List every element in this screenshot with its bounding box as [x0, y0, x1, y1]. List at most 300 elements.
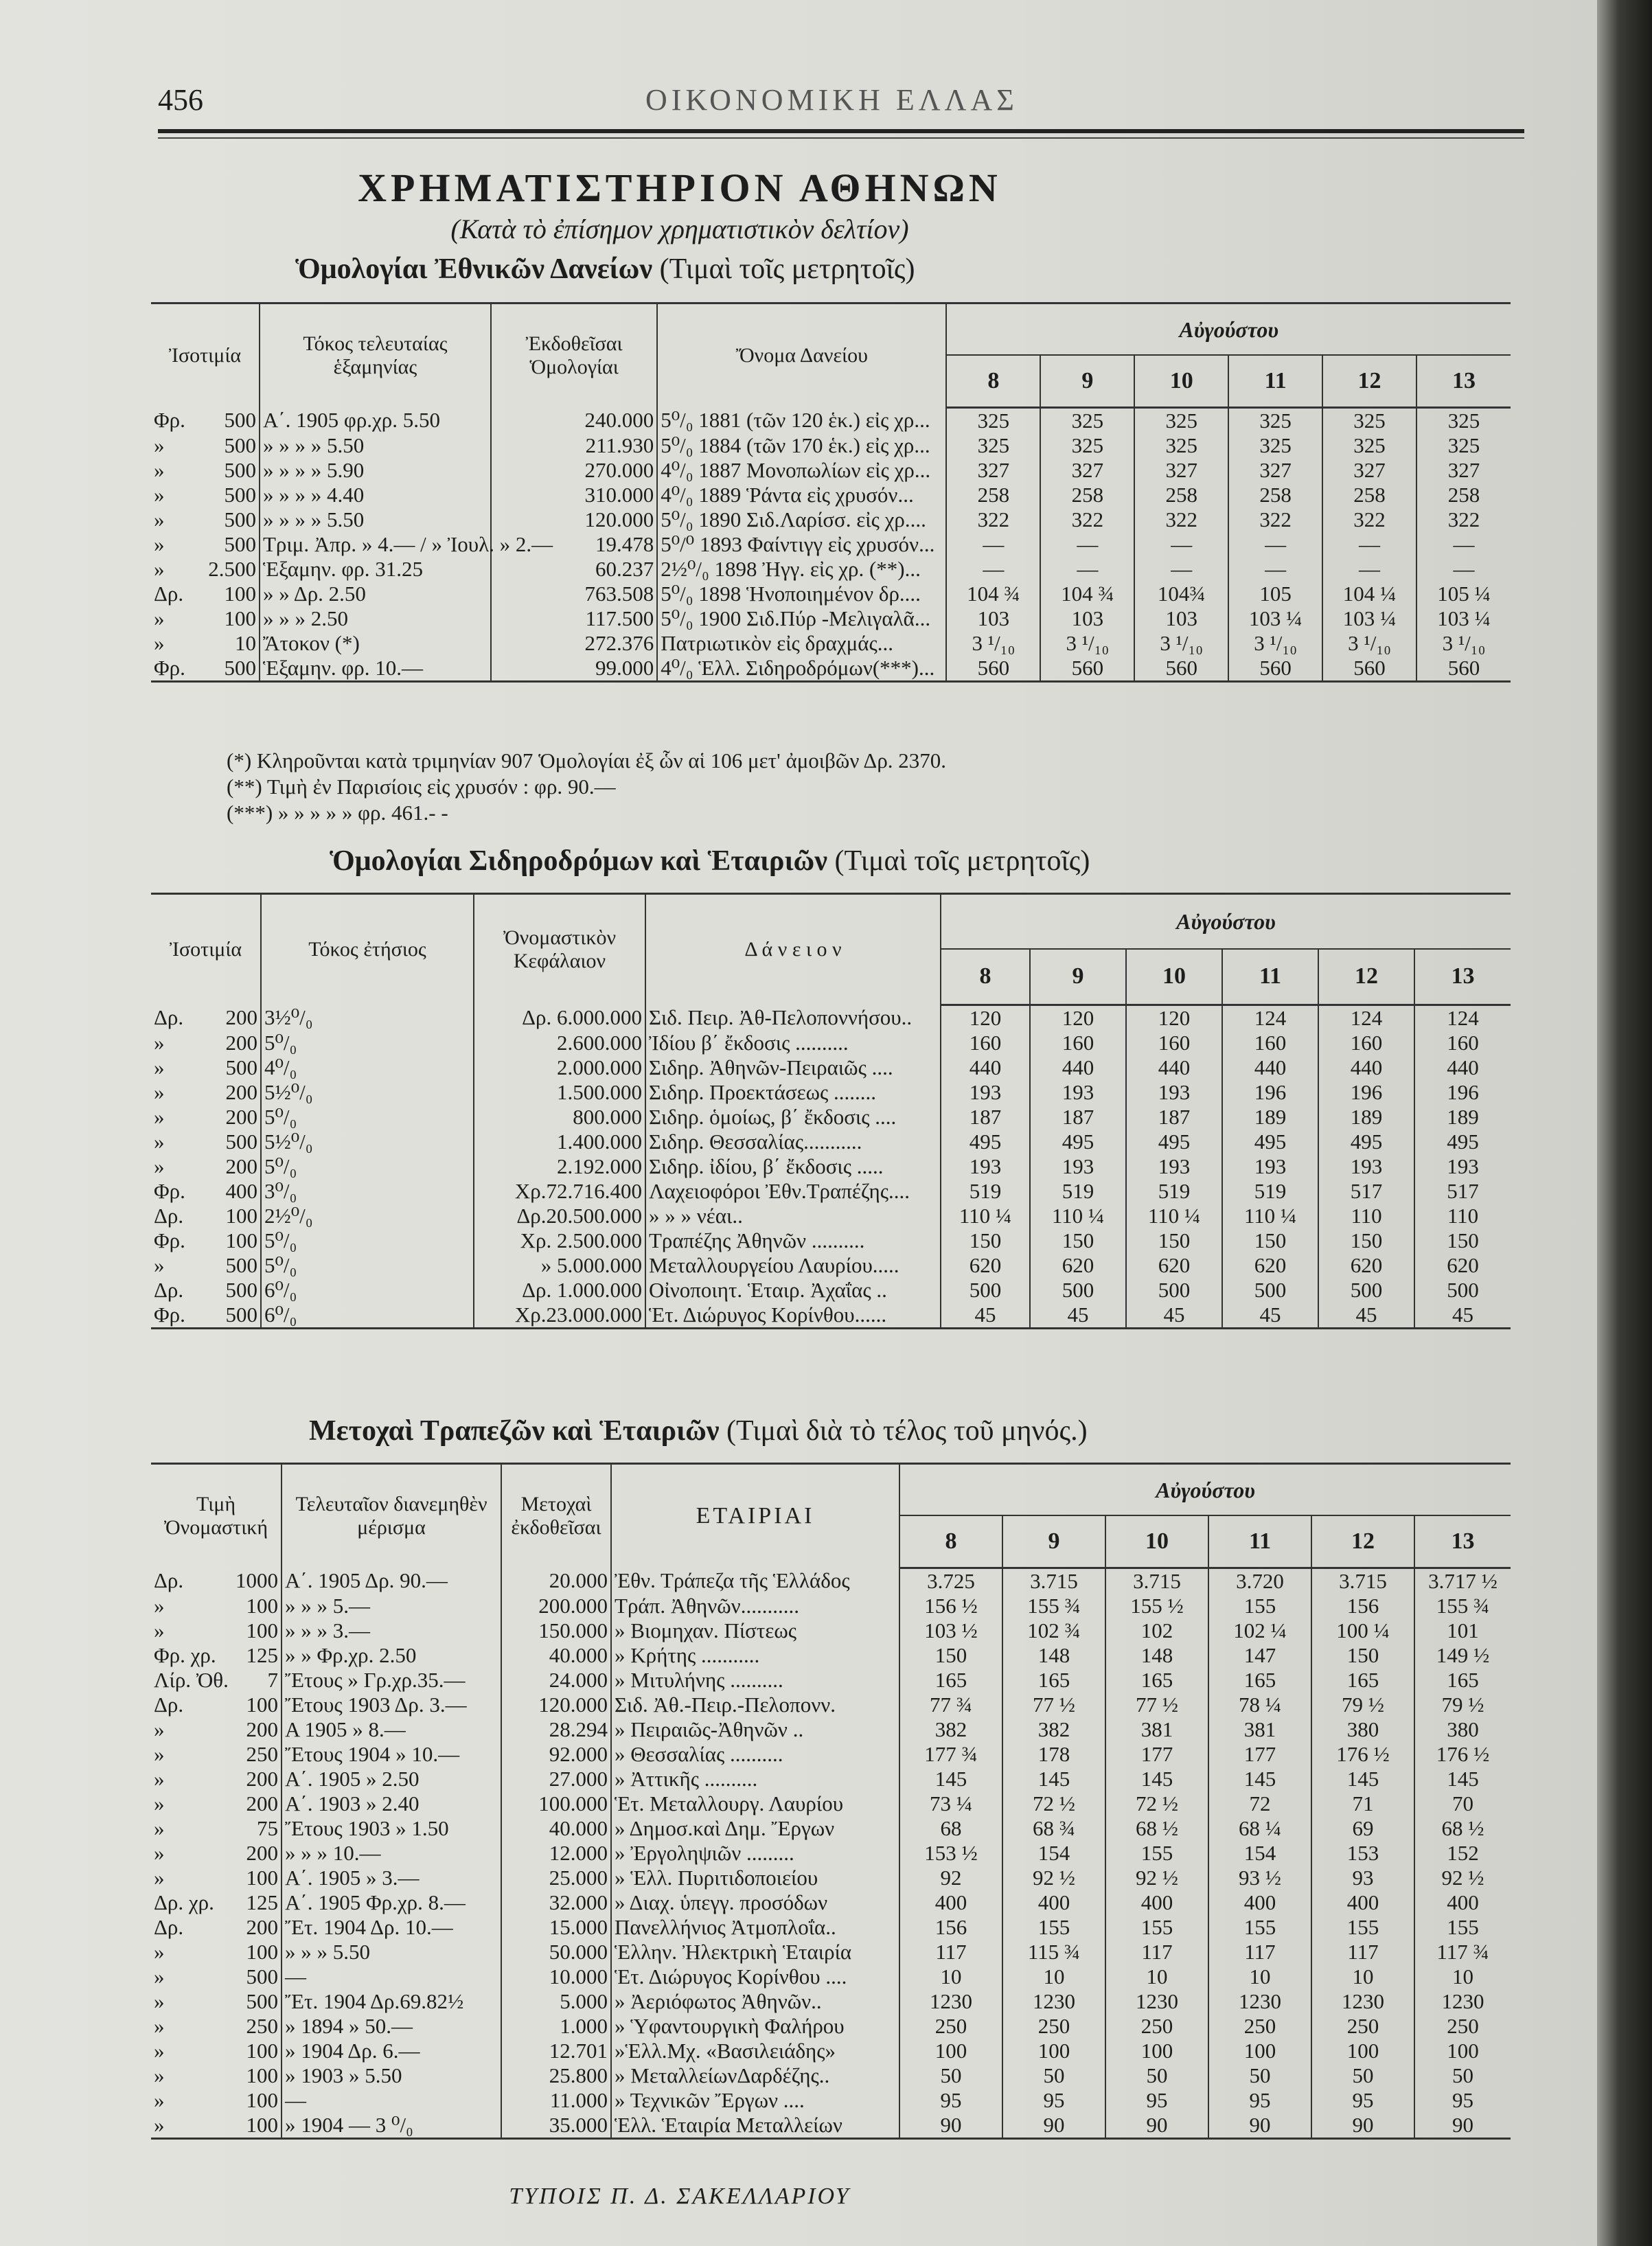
- price-cell: 160: [1126, 1031, 1222, 1055]
- shares-cell: 35.000: [501, 2113, 611, 2139]
- dividend-cell: Ἔτους » Γρ.χρ.35.—: [282, 1668, 501, 1693]
- table-row: [151, 1791, 1511, 1816]
- shares-cell: 1.000: [501, 2014, 611, 2039]
- currency-cell: »: [154, 2063, 165, 2087]
- loan-name-cell: 5⁰/⁰ 1893 Φαίντιγγ εἰς χρυσόν...: [657, 532, 946, 557]
- par-value-cell: 500: [202, 458, 260, 483]
- loan-name-cell: 5⁰/₀ 1900 Σιδ.Πύρ -Μελιγαλᾶ...: [657, 606, 946, 631]
- price-cell: 327: [1134, 458, 1228, 483]
- table-row: [151, 1989, 1511, 2014]
- price-cell: 73 ¼: [930, 1791, 973, 1815]
- col-header-dividend: Τελευταῖον διανεμηθὲν μέρισμα: [282, 1464, 501, 1568]
- company-name-cell: » Βιομηχαν. Πίστεως: [611, 1618, 899, 1643]
- par-value-cell: 500: [202, 507, 260, 532]
- price-cell: 68 ¾: [1002, 1816, 1105, 1841]
- price-cell: —: [1416, 532, 1511, 557]
- price-cell: 500: [1414, 1278, 1511, 1303]
- company-name-cell: Ἑλλ. Ἑταιρία Μεταλλείων: [611, 2113, 899, 2139]
- price-cell: 500: [969, 1277, 1002, 1302]
- par-value-cell: 200: [199, 1031, 261, 1055]
- price-cell: 165: [1105, 1668, 1208, 1693]
- price-cell: 117 ¾: [1414, 1940, 1511, 1964]
- price-cell: 120: [969, 1005, 1002, 1030]
- dividend-cell: —: [282, 2088, 501, 2113]
- price-cell: 325: [1322, 433, 1416, 458]
- month-header: Αὐγούστου: [899, 1464, 1511, 1516]
- price-cell: 165: [1414, 1668, 1511, 1693]
- day-header: 13: [1416, 355, 1511, 407]
- loan-name-cell: 5⁰/₀ 1898 Ἡνοποιημένον δρ....: [657, 582, 946, 606]
- shares-cell: 12.000: [501, 1841, 611, 1866]
- price-cell: 160: [1222, 1031, 1318, 1055]
- price-cell: 50: [1105, 2063, 1208, 2088]
- price-cell: —: [1040, 557, 1134, 582]
- capital-cell: 2.000.000: [474, 1055, 645, 1080]
- table-row: [151, 1940, 1511, 1964]
- price-cell: 325: [1040, 433, 1134, 458]
- price-cell: 322: [1040, 507, 1134, 532]
- company-name-cell: Πανελλήνιος Ἀτμοπλοΐα..: [611, 1915, 899, 1940]
- par-value-cell: 200: [199, 1105, 261, 1130]
- price-cell: 250: [1105, 2014, 1208, 2039]
- currency-cell: »: [154, 1030, 165, 1055]
- section3-title-bold: Μετοχαὶ Τραπεζῶν καὶ Ἑταιριῶν: [309, 1415, 720, 1447]
- par-value-cell: 100: [227, 2039, 282, 2063]
- price-cell: 103 ¼: [1416, 606, 1511, 631]
- price-cell: 325: [1134, 433, 1228, 458]
- par-value-cell: 125: [227, 1643, 282, 1668]
- par-value-cell: 100: [227, 1940, 282, 1964]
- bank-shares-table: [151, 1463, 1511, 2140]
- par-value-cell: 100: [227, 1693, 282, 1717]
- coupon-cell: Ἑξαμην. φρ. 31.25: [260, 557, 491, 582]
- day-header: 10: [1126, 949, 1222, 1005]
- price-cell: 3.715: [1311, 1568, 1414, 1594]
- company-name-cell: » Ἀεριόφωτος Ἀθηνῶν..: [611, 1989, 899, 2014]
- currency-cell: »: [154, 1079, 165, 1104]
- col-header-coupon: Τόκος τελευταίας ἑξαμηνίας: [260, 303, 491, 408]
- par-value-cell: 100: [227, 2113, 282, 2139]
- price-cell: 322: [977, 507, 1010, 531]
- loan-name-cell: Σιδηρ. Ἀθηνῶν-Πειραιῶς ....: [645, 1055, 941, 1080]
- loan-name-cell: » » » νέαι..: [645, 1204, 941, 1228]
- footnote-2: (**) Τιμὴ ἐν Παρισίοις εἰς χρυσόν : φρ. 90.—: [227, 775, 616, 799]
- price-cell: 440: [1030, 1055, 1126, 1080]
- price-cell: 160: [1414, 1031, 1511, 1055]
- par-value-cell: 500: [199, 1253, 261, 1278]
- price-cell: 100: [1208, 2039, 1311, 2063]
- loan-name-cell: Πατριωτικὸν εἰς δραχμάς...: [657, 631, 946, 656]
- currency-cell: »: [154, 1741, 165, 1766]
- dividend-cell: Α΄. 1903 » 2.40: [282, 1791, 501, 1816]
- month-header: Αὐγούστου: [946, 303, 1511, 356]
- company-name-cell: Τράπ. Ἀθηνῶν...........: [611, 1594, 899, 1618]
- price-cell: 95: [1208, 2088, 1311, 2113]
- issued-cell: 240.000: [491, 407, 657, 433]
- price-cell: —: [1322, 532, 1416, 557]
- dividend-cell: Α΄. 1905 Φρ.χρ. 8.—: [282, 1890, 501, 1915]
- dividend-cell: Ἔτ. 1904 Δρ. 10.—: [282, 1915, 501, 1940]
- price-cell: 519: [1222, 1179, 1318, 1204]
- price-cell: 90: [1414, 2113, 1511, 2139]
- dividend-cell: » 1904 Δρ. 6.—: [282, 2039, 501, 2063]
- price-cell: 10: [1002, 1964, 1105, 1989]
- price-cell: 149 ½: [1414, 1643, 1511, 1668]
- price-cell: 92 ½: [1002, 1866, 1105, 1890]
- dividend-cell: » 1894 » 50.—: [282, 2014, 501, 2039]
- currency-cell: »: [154, 1129, 165, 1154]
- issued-cell: 99.000: [491, 656, 657, 682]
- table-row: [151, 1179, 1511, 1204]
- price-cell: 100: [1002, 2039, 1105, 2063]
- price-cell: 258: [1416, 483, 1511, 507]
- price-cell: 105: [1228, 582, 1322, 606]
- price-cell: 519: [1126, 1179, 1222, 1204]
- page-subtitle: (Κατὰ τὸ ἐπίσημον χρηματιστικὸν δελτίον): [450, 214, 909, 244]
- table-row: [151, 433, 1511, 458]
- dividend-cell: Ἔτους 1904 » 10.—: [282, 1742, 501, 1767]
- loan-name-cell: Τραπέζης Ἀθηνῶν ..........: [645, 1228, 941, 1253]
- price-cell: 620: [1222, 1253, 1318, 1278]
- currency-cell: Δρ.: [154, 581, 184, 606]
- shares-cell: 32.000: [501, 1890, 611, 1915]
- table-row: [151, 483, 1511, 507]
- price-cell: 155: [1414, 1915, 1511, 1940]
- dividend-cell: Α 1905 » 8.—: [282, 1717, 501, 1742]
- rate-cell: 5⁰/₀: [261, 1228, 474, 1253]
- price-cell: 400: [1105, 1890, 1208, 1915]
- price-cell: 325: [1228, 433, 1322, 458]
- day-header: 11: [1228, 355, 1322, 407]
- shares-cell: 27.000: [501, 1767, 611, 1791]
- currency-cell: Φρ.: [151, 656, 202, 682]
- issued-cell: 211.930: [491, 433, 657, 458]
- par-value-cell: 100: [199, 1228, 261, 1253]
- price-cell: 3 ¹/₁₀: [972, 630, 1016, 655]
- currency-cell: »: [154, 433, 165, 457]
- par-value-cell: 500: [199, 1130, 261, 1154]
- price-cell: 3.717 ½: [1414, 1568, 1511, 1594]
- loan-name-cell: 4⁰/₀ Ἑλλ. Σιδηροδρόμων(***)...: [657, 656, 946, 682]
- price-cell: 104¾: [1134, 582, 1228, 606]
- loan-name-cell: Ἰδίου β΄ ἔκδοσις ..........: [645, 1031, 941, 1055]
- currency-cell: Δρ.: [154, 1692, 184, 1717]
- table-row: [151, 656, 1511, 682]
- price-cell: 50: [1311, 2063, 1414, 2088]
- currency-cell: »: [154, 1865, 165, 1890]
- price-cell: 165: [1002, 1668, 1105, 1693]
- price-cell: 45: [941, 1303, 1030, 1329]
- rate-cell: 5⁰/₀: [261, 1154, 474, 1179]
- par-value-cell: 100: [202, 606, 260, 631]
- capital-cell: Χρ.72.716.400: [474, 1179, 645, 1204]
- price-cell: 440: [1126, 1055, 1222, 1080]
- coupon-cell: » » Δρ. 2.50: [260, 582, 491, 606]
- price-cell: 145: [1002, 1767, 1105, 1791]
- price-cell: 3 ¹/₁₀: [1134, 631, 1228, 656]
- col-header-loan-name: Ὄνομα Δανείου: [657, 303, 946, 408]
- rate-cell: 5½⁰/₀: [261, 1080, 474, 1105]
- par-value-cell: 400: [199, 1179, 261, 1204]
- currency-cell: Φρ.: [154, 407, 185, 432]
- col-header-issued: Ἐκδοθεῖσαι Ὁμολογίαι: [491, 303, 657, 408]
- section3-title: [309, 1414, 1088, 1447]
- price-cell: 95: [1311, 2088, 1414, 2113]
- capital-cell: Χρ. 2.500.000: [474, 1228, 645, 1253]
- company-name-cell: »Ἑλλ.Μχ. «Βασιλειάδης»: [611, 2039, 899, 2063]
- table-row: [151, 1005, 1511, 1031]
- price-cell: 150: [1414, 1228, 1511, 1253]
- currency-cell: Δρ.: [154, 1277, 184, 1302]
- par-value-cell: 200: [227, 1767, 282, 1791]
- price-cell: 104 ¾: [967, 581, 1020, 606]
- par-value-cell: 2.500: [202, 557, 260, 582]
- par-value-cell: 100: [227, 1618, 282, 1643]
- shares-cell: 12.701: [501, 2039, 611, 2063]
- price-cell: 187: [969, 1104, 1002, 1129]
- price-cell: 440: [1414, 1055, 1511, 1080]
- price-cell: 193: [1030, 1154, 1126, 1179]
- price-cell: 500: [1030, 1278, 1126, 1303]
- price-cell: 3 ¹/₁₀: [1416, 631, 1511, 656]
- price-cell: 165: [934, 1667, 967, 1692]
- rate-cell: 6⁰/₀: [261, 1303, 474, 1329]
- price-cell: 3 ¹/₁₀: [1322, 631, 1416, 656]
- price-cell: 148: [1105, 1643, 1208, 1668]
- capital-cell: 2.192.000: [474, 1154, 645, 1179]
- price-cell: 325: [977, 433, 1010, 457]
- price-cell: 495: [1126, 1130, 1222, 1154]
- par-value-cell: 200: [227, 1717, 282, 1742]
- table-row: [151, 1643, 1511, 1668]
- currency-cell: Λίρ. Ὀθ.: [154, 1667, 229, 1692]
- currency-cell: »: [154, 556, 165, 581]
- price-cell: 103: [1134, 606, 1228, 631]
- price-cell: 152: [1414, 1841, 1511, 1866]
- currency-cell: »: [154, 1989, 165, 2013]
- price-cell: 325: [1416, 407, 1511, 433]
- day-header: 13: [1414, 949, 1511, 1005]
- shares-cell: 15.000: [501, 1915, 611, 1940]
- rate-cell: 5⁰/₀: [261, 1105, 474, 1130]
- issued-cell: 117.500: [491, 606, 657, 631]
- par-value-cell: 100: [227, 1594, 282, 1618]
- price-cell: 517: [1414, 1179, 1511, 1204]
- col-header-nominal: Τιμὴ Ὀνομαστική: [151, 1464, 282, 1568]
- currency-cell: Δρ.: [154, 1914, 184, 1939]
- table-row: [151, 532, 1511, 557]
- price-cell: 71: [1311, 1791, 1414, 1816]
- coupon-cell: Ἑξαμην. φρ. 10.—: [260, 656, 491, 682]
- price-cell: 196: [1318, 1080, 1414, 1105]
- price-cell: 250: [1002, 2014, 1105, 2039]
- page-number: 456: [158, 83, 203, 117]
- price-cell: —: [1134, 532, 1228, 557]
- price-cell: 103 ¼: [1322, 606, 1416, 631]
- price-cell: 620: [1318, 1253, 1414, 1278]
- price-cell: 400: [1311, 1890, 1414, 1915]
- price-cell: 322: [1416, 507, 1511, 532]
- company-name-cell: Ἑτ. Διώρυγος Κορίνθου ....: [611, 1964, 899, 1989]
- day-header: 8: [899, 1515, 1002, 1568]
- table-row: [151, 1717, 1511, 1742]
- currency-cell: Φρ.: [154, 1228, 185, 1252]
- day-header: 10: [1134, 355, 1228, 407]
- price-cell: 45: [1126, 1303, 1222, 1329]
- price-cell: 117: [1208, 1940, 1311, 1964]
- issued-cell: 120.000: [491, 507, 657, 532]
- price-cell: 327: [1040, 458, 1134, 483]
- loan-name-cell: 4⁰/₀ 1889 Ῥάντα εἰς χρυσόν...: [657, 483, 946, 507]
- printer-imprint: ΤΥΠΟΙΣ Π. Δ. ΣΑΚΕΛΛΑΡΙΟΥ: [509, 2184, 851, 2209]
- company-name-cell: » ΜεταλλείωνΔαρδέζης..: [611, 2063, 899, 2088]
- company-name-cell: » Μιτυλήνης ..........: [611, 1668, 899, 1693]
- table-row: [151, 1031, 1511, 1055]
- dividend-cell: Α΄. 1905 Δρ. 90.—: [282, 1568, 501, 1594]
- currency-cell: Φρ. χρ.: [154, 1642, 216, 1667]
- price-cell: 1230: [1105, 1989, 1208, 2014]
- currency-cell: »: [154, 1154, 165, 1178]
- price-cell: 50: [940, 2063, 962, 2087]
- table-row: [151, 407, 1511, 433]
- price-cell: 196: [1222, 1080, 1318, 1105]
- price-cell: 102 ¾: [1002, 1618, 1105, 1643]
- issued-cell: 270.000: [491, 458, 657, 483]
- shares-cell: 200.000: [501, 1594, 611, 1618]
- table-row: [151, 1278, 1511, 1303]
- price-cell: 110 ¼: [1222, 1204, 1318, 1228]
- table-row: [151, 1841, 1511, 1866]
- table-row: [151, 1668, 1511, 1693]
- price-cell: 150: [969, 1228, 1002, 1252]
- table-row: [151, 1130, 1511, 1154]
- footnote-3: (***) » » » » » φρ. 461.- -: [227, 801, 448, 825]
- table-row: [151, 1915, 1511, 1940]
- coupon-cell: » » » » 5.50: [260, 433, 491, 458]
- section2-title-rest: (Τιμαὶ τοῖς μετρητοῖς): [834, 845, 1090, 877]
- currency-cell: Δρ.: [154, 1568, 184, 1592]
- price-cell: 154: [1208, 1841, 1311, 1866]
- currency-cell: »: [154, 1055, 165, 1079]
- loan-name-cell: 2½⁰/₀ 1898 Ἠγγ. εἰς χρ. (**)...: [657, 557, 946, 582]
- currency-cell: »: [154, 1815, 165, 1840]
- loan-name-cell: 4⁰/₀ 1887 Μονοπωλίων εἰς χρ...: [657, 458, 946, 483]
- section1-title-rest: (Τιμαὶ τοῖς μετρητοῖς): [659, 253, 915, 285]
- table-row: [151, 1767, 1511, 1791]
- price-cell: 620: [1126, 1253, 1222, 1278]
- rate-cell: 5⁰/₀: [261, 1031, 474, 1055]
- price-cell: 381: [1208, 1717, 1311, 1742]
- par-value-cell: 100: [227, 2063, 282, 2088]
- company-name-cell: » Διαχ. ὑπεγγ. προσόδων: [611, 1890, 899, 1915]
- price-cell: 1230: [1208, 1989, 1311, 2014]
- price-cell: 193: [1414, 1154, 1511, 1179]
- table-row: [151, 1693, 1511, 1717]
- par-value-cell: 500: [202, 433, 260, 458]
- table-row: [151, 1568, 1511, 1594]
- price-cell: 176 ½: [1414, 1742, 1511, 1767]
- price-cell: 155: [1311, 1915, 1414, 1940]
- price-cell: 176 ½: [1311, 1742, 1414, 1767]
- par-value-cell: 7: [227, 1668, 282, 1693]
- price-cell: 147: [1208, 1643, 1311, 1668]
- dividend-cell: » » Φρ.χρ. 2.50: [282, 1643, 501, 1668]
- day-header: 12: [1322, 355, 1416, 407]
- price-cell: 110 ¼: [959, 1203, 1012, 1228]
- company-name-cell: » Ἀττικῆς ..........: [611, 1767, 899, 1791]
- currency-cell: »: [154, 1939, 165, 1964]
- price-cell: —: [1416, 557, 1511, 582]
- dividend-cell: » 1904 — 3 ⁰/₀: [282, 2113, 501, 2139]
- par-value-cell: 200: [227, 1791, 282, 1816]
- shares-cell: 100.000: [501, 1791, 611, 1816]
- issued-cell: 60.237: [491, 557, 657, 582]
- par-value-cell: 500: [199, 1055, 261, 1080]
- price-cell: 165: [1311, 1668, 1414, 1693]
- price-cell: 68 ½: [1105, 1816, 1208, 1841]
- price-cell: 500: [1126, 1278, 1222, 1303]
- price-cell: 327: [1416, 458, 1511, 483]
- price-cell: 79 ½: [1311, 1693, 1414, 1717]
- price-cell: 120: [1030, 1005, 1126, 1031]
- price-cell: 102 ¼: [1208, 1618, 1311, 1643]
- table-row: [151, 1742, 1511, 1767]
- price-cell: 400: [934, 1890, 967, 1914]
- table-row: [151, 1204, 1511, 1228]
- price-cell: 189: [1222, 1105, 1318, 1130]
- day-header: 12: [1318, 949, 1414, 1005]
- table-row: [151, 631, 1511, 656]
- price-cell: 124: [1222, 1005, 1318, 1031]
- currency-cell: »: [154, 1618, 165, 1642]
- coupon-cell: » » » 2.50: [260, 606, 491, 631]
- table-row: [151, 1618, 1511, 1643]
- par-value-cell: 200: [199, 1154, 261, 1179]
- price-cell: 187: [1126, 1105, 1222, 1130]
- table-row: [151, 2063, 1511, 2088]
- par-value-cell: 500: [202, 532, 260, 557]
- price-cell: 495: [1318, 1130, 1414, 1154]
- price-cell: 153: [1311, 1841, 1414, 1866]
- price-cell: 196: [1414, 1080, 1511, 1105]
- price-cell: 258: [1228, 483, 1322, 507]
- price-cell: 495: [969, 1129, 1002, 1154]
- price-cell: 250: [1208, 2014, 1311, 2039]
- price-cell: 92 ½: [1414, 1866, 1511, 1890]
- price-cell: 177: [1208, 1742, 1311, 1767]
- price-cell: 3.715: [1002, 1568, 1105, 1594]
- price-cell: 258: [1134, 483, 1228, 507]
- company-name-cell: » Θεσσαλίας ..........: [611, 1742, 899, 1767]
- table-row: [151, 1105, 1511, 1130]
- price-cell: 327: [1228, 458, 1322, 483]
- shares-cell: 24.000: [501, 1668, 611, 1693]
- price-cell: 45: [1222, 1303, 1318, 1329]
- par-value-cell: 125: [227, 1890, 282, 1915]
- price-cell: 77 ½: [1105, 1693, 1208, 1717]
- price-cell: 500: [1318, 1278, 1414, 1303]
- price-cell: 95: [1002, 2088, 1105, 2113]
- table-row: [151, 1890, 1511, 1915]
- price-cell: 79 ½: [1414, 1693, 1511, 1717]
- price-cell: 189: [1318, 1105, 1414, 1130]
- table-row: [151, 2014, 1511, 2039]
- price-cell: 382: [1002, 1717, 1105, 1742]
- coupon-cell: » » » » 4.40: [260, 483, 491, 507]
- price-cell: 145: [934, 1766, 967, 1791]
- price-cell: 519: [1030, 1179, 1126, 1204]
- price-cell: 156 ½: [924, 1593, 978, 1618]
